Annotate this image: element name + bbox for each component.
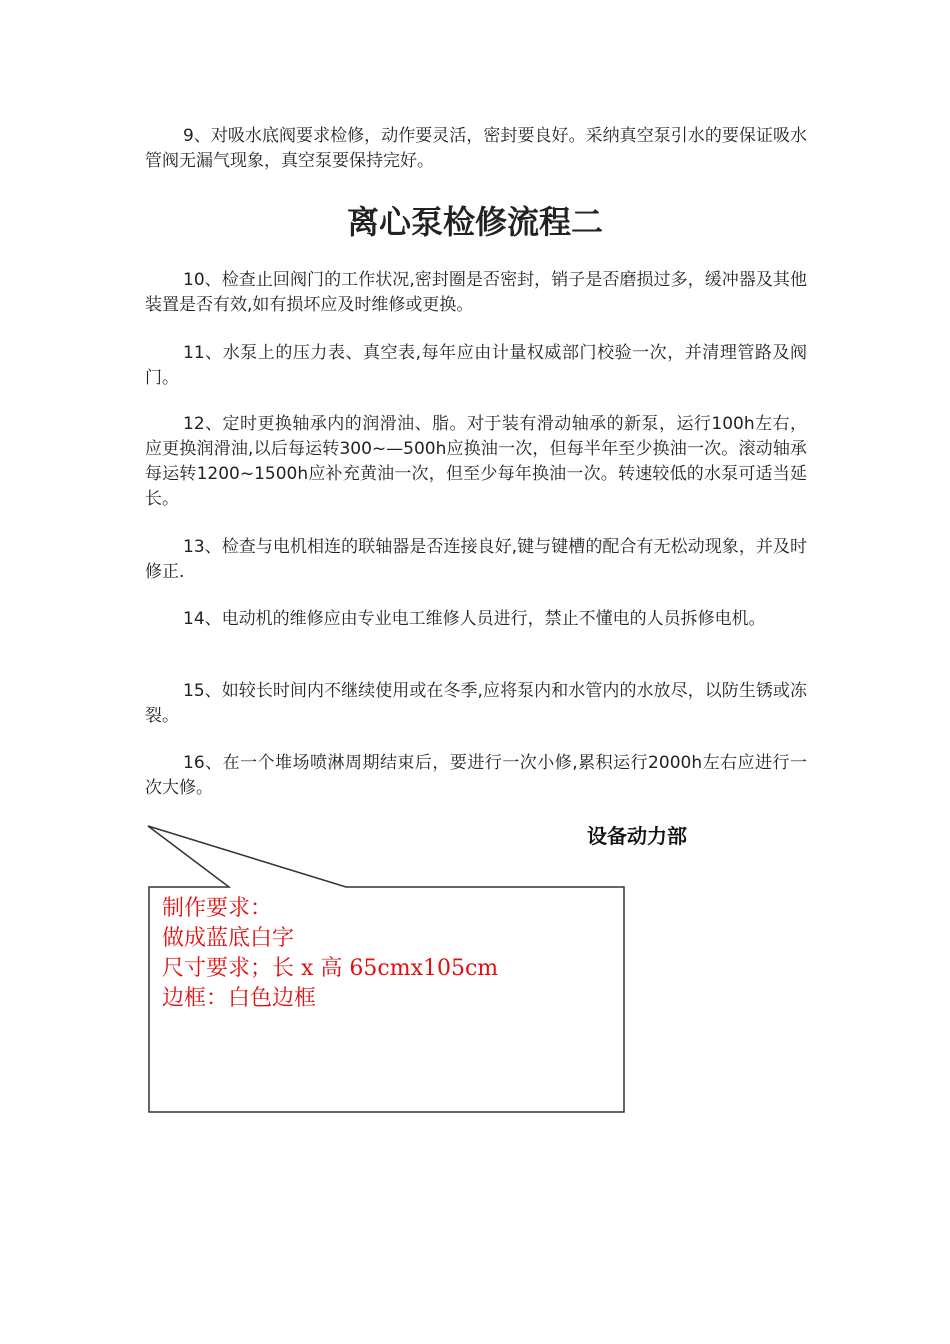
department-signature: 设备动力部 bbox=[587, 824, 687, 848]
page-title: 离心泵检修流程二 bbox=[346, 203, 603, 241]
callout-text bbox=[162, 894, 612, 1014]
callout-line-color-spec: 做成蓝底白字 bbox=[162, 926, 295, 951]
paragraph-item-16: 16、在一个堆场喷淋周期结束后，要进行一次小修,累积运行2000h左右应进行一次大修。 bbox=[145, 753, 807, 798]
paragraph-item-15: 15、如较长时间内不继续使用或在冬季,应将泵内和水管内的水放尽，以防生锈或冻裂。 bbox=[145, 681, 807, 726]
paragraph-item-14: 14、电动机的维修应由专业电工维修人员进行，禁止不懂电的人员拆修电机。 bbox=[183, 609, 766, 629]
paragraph-item-9: 9、对吸水底阀要求检修，动作要灵活，密封要良好。采纳真空泵引水的要保证吸水管阀无漏气现象，真空泵要保持完好。 bbox=[145, 126, 807, 171]
paragraph-item-12: 12、定时更换轴承内的润滑油、脂。对于装有滑动轴承的新泵，运行100h左右，应更换润滑油,以后每运转300~—500h应换油一次，但每半年至少换油一次。滚动轴承每运转1200~1500h应补充黄油一次，但至少每年换油一次。转速较低的水泵可适当延长。 bbox=[145, 414, 807, 509]
paragraph-item-11: 11、水泵上的压力表、真空表,每年应由计量权威部门校验一次，并清理管路及阀门。 bbox=[145, 343, 807, 388]
callout-line-requirements: 制作要求： bbox=[162, 896, 273, 921]
callout-line-size-spec: 尺寸要求；长 x 高 65cmx105cm bbox=[162, 956, 499, 981]
paragraph-item-13: 13、检查与电机相连的联轴器是否连接良好,键与键槽的配合有无松动现象，并及时修正. bbox=[145, 537, 807, 582]
callout-line-border-spec: 边框：白色边框 bbox=[162, 986, 317, 1011]
paragraph-item-10: 10、检查止回阀门的工作状况,密封圈是否密封，销子是否磨损过多，缓冲器及其他装置是否有效,如有损坏应及时维修或更换。 bbox=[145, 270, 807, 315]
